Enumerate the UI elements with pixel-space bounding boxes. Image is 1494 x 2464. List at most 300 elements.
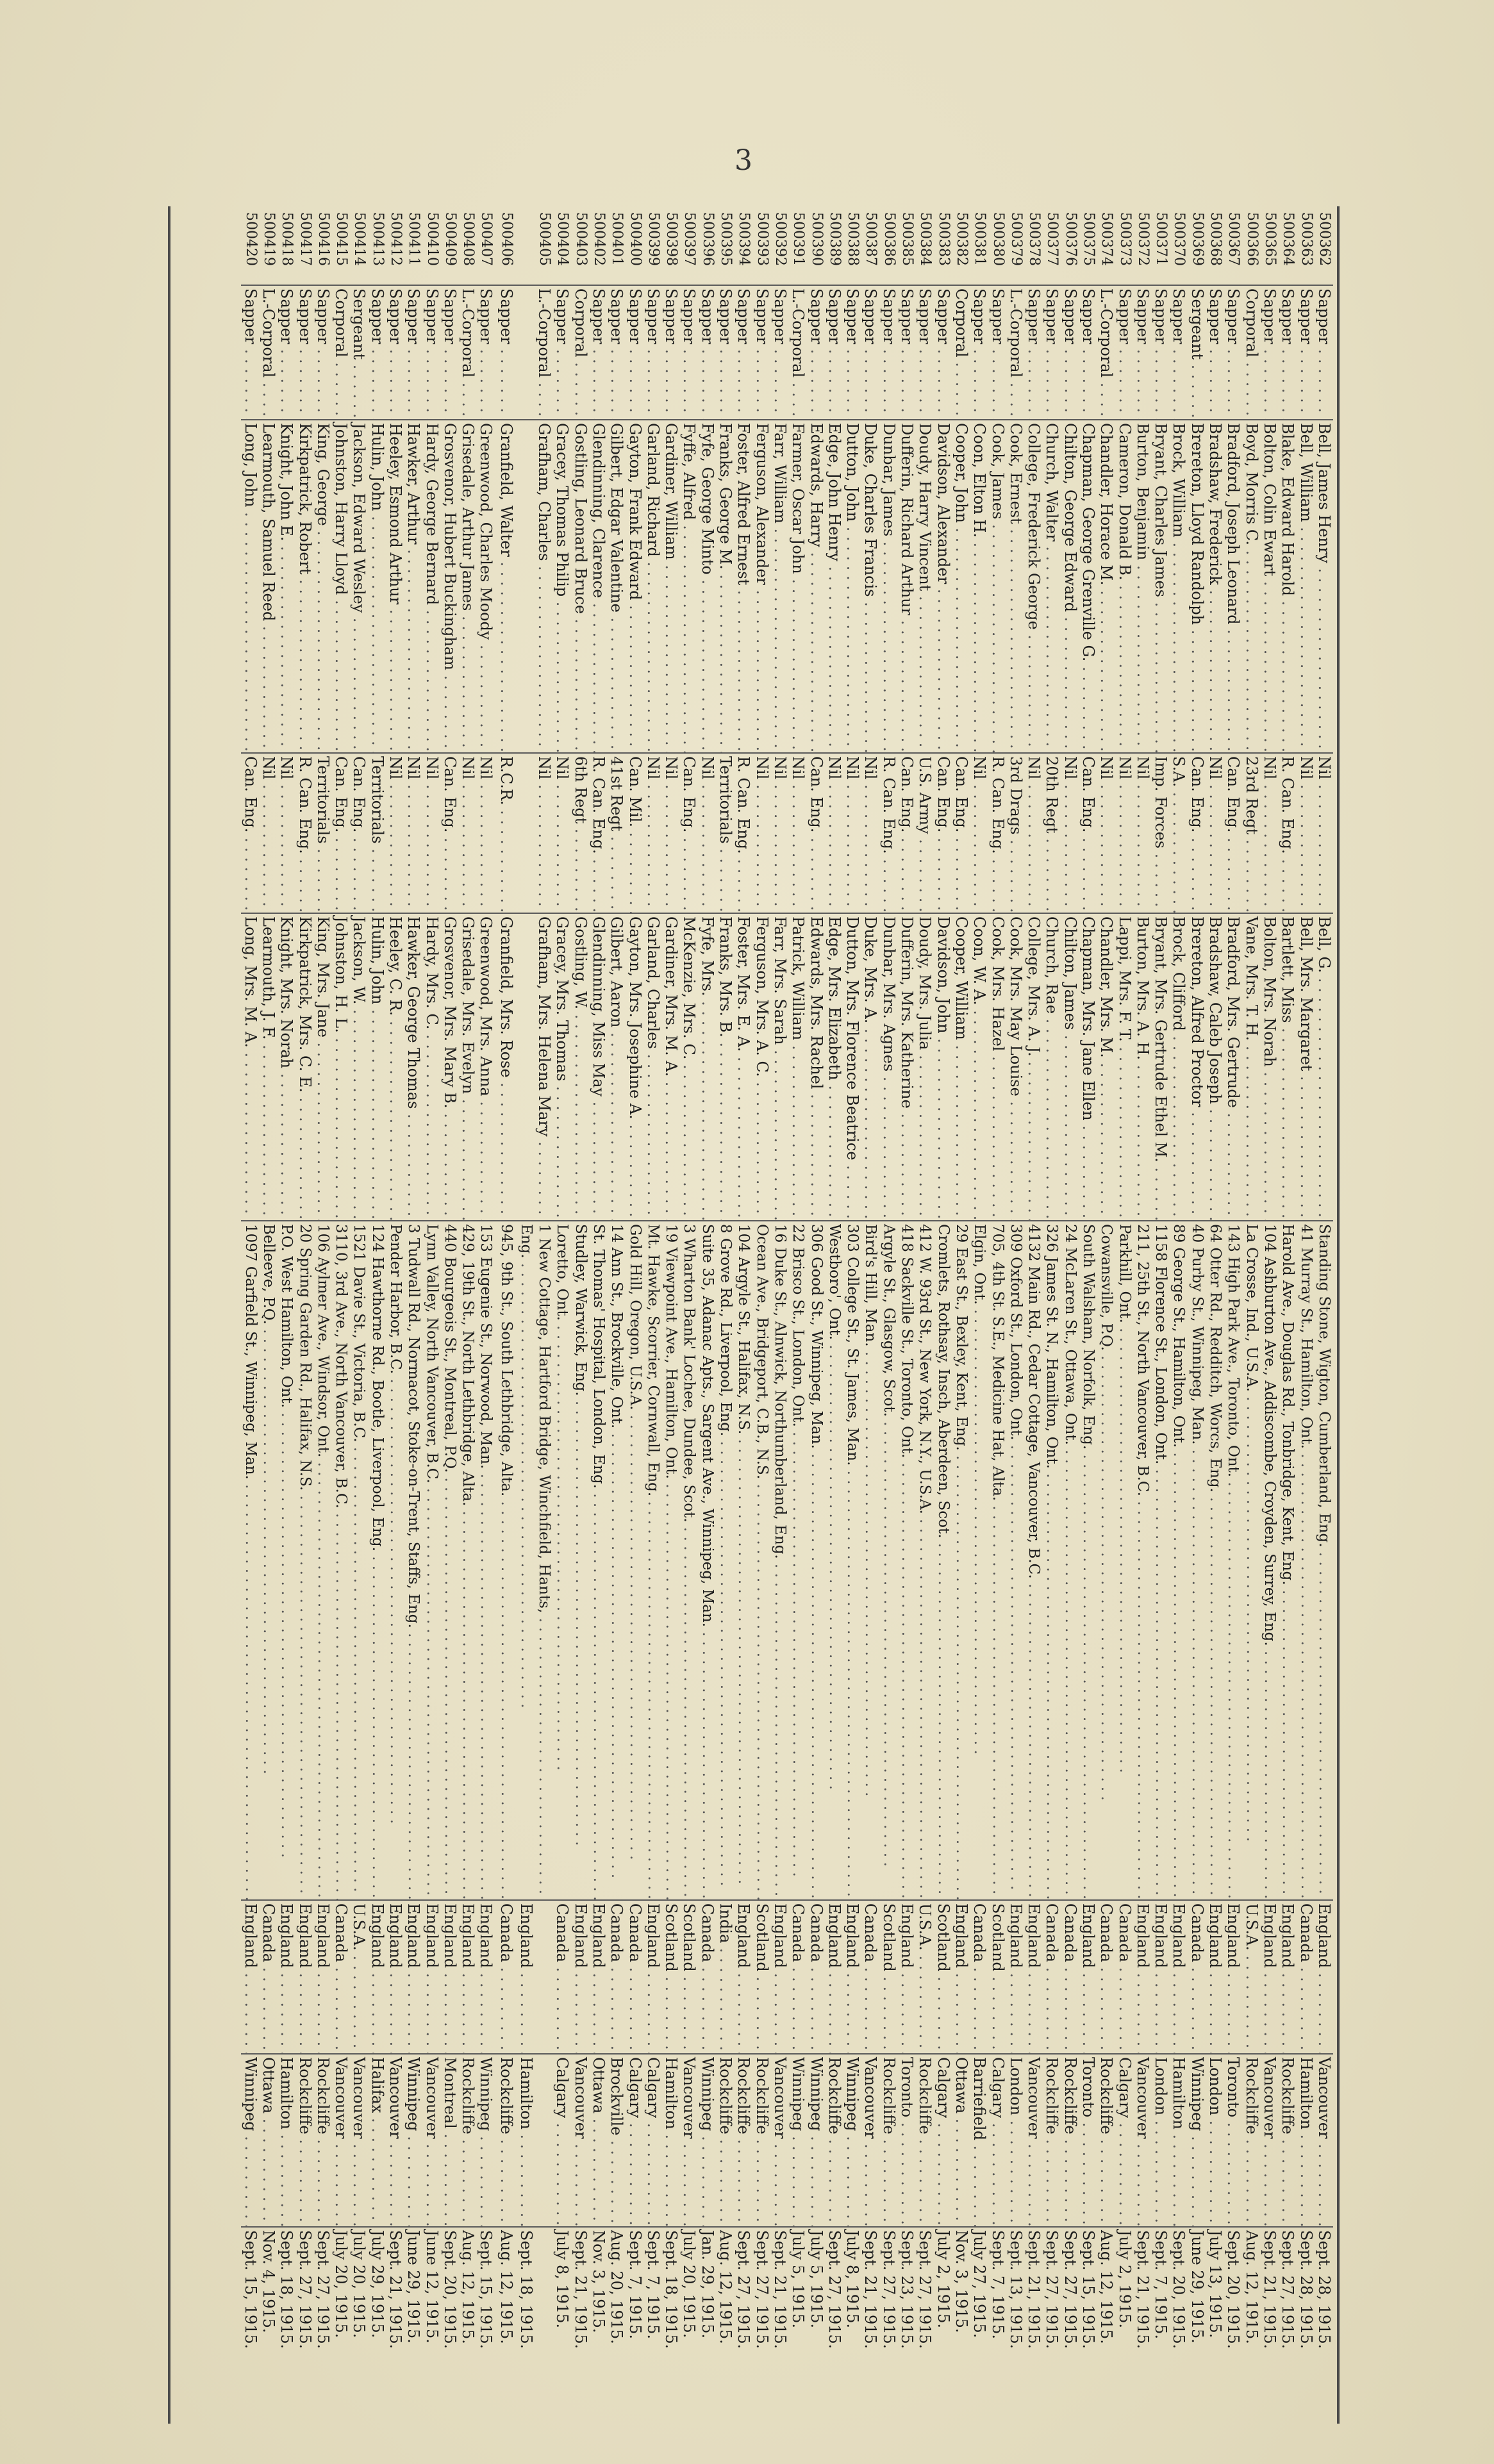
former-corps-cell bbox=[1097, 753, 1115, 913]
next-of-kin-cell bbox=[404, 913, 422, 1221]
birth-country: Scotland . . . bbox=[880, 1903, 898, 2054]
rank-cell bbox=[314, 285, 332, 420]
next-of-kin-cell bbox=[386, 913, 404, 1221]
former-corps-cell bbox=[241, 753, 259, 913]
next-of-kin: Cook, Mrs. Hazel . . . bbox=[989, 916, 1007, 1221]
date-taken-on-strength: July 8, 1915. bbox=[843, 2230, 862, 2329]
former-corps: Nil . . . bbox=[1061, 756, 1079, 913]
soldier-name-cell bbox=[662, 420, 680, 753]
kin-address: Suite 35, Adanac Apts., Sargent Ave., Winnipeg, Man. . . . bbox=[699, 1224, 716, 1900]
birth-country-cell bbox=[1007, 1900, 1025, 2054]
soldier-name: Blake, Edward Harold . . . bbox=[1279, 423, 1297, 753]
former-corps-cell bbox=[278, 753, 295, 913]
date-taken-on-strength: Sept. 21, 1915. bbox=[861, 2230, 880, 2349]
next-of-kin: Greenwood, Mrs. Anna . . . bbox=[477, 916, 495, 1221]
former-corps-cell bbox=[843, 753, 861, 913]
kin-address: 24 McLaren St., Ottawa, Ont. . . . bbox=[1062, 1224, 1079, 1895]
date-taken-on-strength: Aug. 12, 1915. bbox=[717, 2230, 735, 2344]
table-row bbox=[1170, 208, 1188, 2413]
table-row bbox=[350, 208, 368, 2413]
date-taken-on-strength-cell bbox=[861, 2227, 879, 2413]
soldier-name-cell bbox=[1224, 420, 1242, 753]
rank-cell bbox=[1007, 285, 1025, 420]
soldier-name: Grosvenor, Hubert Buckingham . . . bbox=[441, 423, 459, 753]
kin-address: 29 East St., Bexley, Kent, Eng. . . . bbox=[953, 1224, 970, 1900]
next-of-kin-cell bbox=[295, 913, 313, 1221]
kin-address: Standing Stone, Wigton, Cumberland, Eng. . . . bbox=[1316, 1224, 1332, 1900]
next-of-kin: Davidson, John . . . bbox=[934, 916, 952, 1221]
date-taken-on-strength-cell bbox=[386, 2227, 404, 2413]
date-taken-on-strength: Aug. 12, 1915. bbox=[1242, 2230, 1261, 2344]
place-taken-on-strength: Rockcliffe . . . bbox=[753, 2057, 771, 2227]
regimental-number: 500373 bbox=[1116, 212, 1133, 266]
soldier-name-cell bbox=[459, 420, 477, 753]
date-taken-on-strength: July 27, 1915. bbox=[970, 2230, 989, 2338]
date-taken-on-strength-cell bbox=[753, 2227, 771, 2413]
place-taken-on-strength-cell bbox=[717, 2054, 735, 2227]
date-taken-on-strength-cell bbox=[789, 2227, 807, 2413]
next-of-kin-cell bbox=[332, 913, 350, 1221]
table-row bbox=[1097, 208, 1115, 2413]
place-taken-on-strength: Rockcliffe . . . bbox=[735, 2057, 752, 2227]
soldier-name: Boyd, Morris C. . . . bbox=[1243, 423, 1261, 753]
kin-address-cell bbox=[1315, 1221, 1333, 1900]
soldier-name-cell bbox=[260, 420, 278, 753]
kin-address-cell bbox=[1188, 1221, 1206, 1900]
rank-cell bbox=[386, 285, 404, 420]
regimental-number: 500374 bbox=[1099, 212, 1115, 266]
former-corps-cell bbox=[1279, 753, 1297, 913]
former-corps: R. Can. Eng. . . . bbox=[1279, 756, 1297, 913]
kin-address-cell bbox=[1043, 1221, 1061, 1900]
next-of-kin: McKenzie, Mrs. C. . . . bbox=[680, 916, 698, 1221]
soldier-name-cell bbox=[1152, 420, 1170, 753]
regimental-number: 500382 bbox=[953, 212, 970, 266]
rank-cell bbox=[934, 285, 952, 420]
birth-country: England . . . bbox=[1315, 1903, 1333, 2054]
birth-country-cell bbox=[1224, 1900, 1242, 2054]
kin-address-cell bbox=[771, 1221, 789, 1900]
kin-address: 8 Grove Rd., Liverpool, Eng. . . . bbox=[717, 1224, 734, 1886]
next-of-kin-cell bbox=[843, 913, 861, 1221]
table-row bbox=[1224, 208, 1242, 2413]
regimental-number-cell bbox=[699, 208, 717, 285]
soldier-name-cell bbox=[880, 420, 898, 753]
regimental-number: 500398 bbox=[663, 212, 680, 266]
rank: Sapper . . . bbox=[699, 288, 717, 420]
regimental-number: 500379 bbox=[1008, 212, 1024, 266]
next-of-kin: Chandler, Mrs. M. . . . bbox=[1097, 916, 1115, 1221]
place-taken-on-strength-cell bbox=[590, 2054, 608, 2227]
date-taken-on-strength-cell bbox=[970, 2227, 988, 2413]
former-corps: Nil . . . bbox=[843, 756, 861, 913]
next-of-kin: Cook, Mrs. May Louise . . . bbox=[1007, 916, 1025, 1221]
former-corps-cell bbox=[572, 753, 590, 913]
next-of-kin: Bartlett, Miss . . . bbox=[1279, 916, 1297, 1221]
next-of-kin: Cooper, William . . . bbox=[952, 916, 970, 1221]
date-taken-on-strength-cell bbox=[916, 2227, 934, 2413]
soldier-name: Cook, Ernest . . . bbox=[1007, 423, 1025, 753]
place-taken-on-strength-cell bbox=[916, 2054, 934, 2227]
table-row bbox=[861, 208, 879, 2413]
rank-cell bbox=[1243, 285, 1261, 420]
former-corps: Nil . . . bbox=[699, 756, 717, 913]
birth-country-cell bbox=[1297, 1900, 1315, 2054]
next-of-kin: Gilbert, Aaron . . . bbox=[608, 916, 626, 1221]
next-of-kin: King, Mrs. Jane . . . bbox=[314, 916, 332, 1221]
place-taken-on-strength-cell bbox=[1025, 2054, 1043, 2227]
next-of-kin: Gardiner, Mrs. M. A. . . . bbox=[662, 916, 680, 1221]
regimental-number-cell bbox=[861, 208, 879, 285]
kin-address-cell bbox=[807, 1221, 825, 1900]
soldier-name-cell bbox=[422, 420, 440, 753]
birth-country-cell bbox=[1134, 1900, 1152, 2054]
next-of-kin: Doudy, Mrs. Julia . . . bbox=[916, 916, 934, 1221]
former-corps: 20th Regt . . . bbox=[1043, 756, 1061, 913]
table-row bbox=[1206, 208, 1224, 2413]
soldier-name-cell bbox=[680, 420, 698, 753]
kin-address: South Walsham, Norfolk, Eng. . . . bbox=[1080, 1224, 1097, 1899]
kin-address-cell bbox=[1279, 1221, 1297, 1900]
date-taken-on-strength-cell bbox=[807, 2227, 825, 2413]
former-corps: Nil . . . bbox=[644, 756, 662, 913]
table-row bbox=[553, 208, 571, 2413]
birth-country: England . . . bbox=[590, 1903, 608, 2054]
former-corps: Nil . . . bbox=[1097, 756, 1115, 913]
table-row bbox=[332, 208, 350, 2413]
former-corps: Nil . . . bbox=[789, 756, 807, 913]
regimental-number-cell bbox=[934, 208, 952, 285]
former-corps-cell bbox=[626, 753, 643, 913]
place-taken-on-strength: Rockcliffe . . . bbox=[296, 2057, 314, 2227]
kin-address: P.O. West Hamilton, Ont. . . . bbox=[278, 1224, 295, 1858]
birth-country-cell bbox=[1061, 1900, 1079, 2054]
rank-cell bbox=[861, 285, 879, 420]
regimental-number: 500363 bbox=[1298, 212, 1315, 266]
regimental-number: 500380 bbox=[990, 212, 1006, 266]
date-taken-on-strength-cell bbox=[477, 2227, 495, 2413]
rank: Sapper . . . bbox=[753, 288, 771, 420]
former-corps: Nil . . . bbox=[1261, 756, 1279, 913]
place-taken-on-strength-cell bbox=[241, 2054, 259, 2227]
soldier-name: Dutton, John . . . bbox=[843, 423, 861, 753]
place-taken-on-strength-cell bbox=[1224, 2054, 1242, 2227]
regimental-number-cell bbox=[1134, 208, 1152, 285]
former-corps: Nil . . . bbox=[535, 756, 553, 913]
former-corps-cell bbox=[1243, 753, 1261, 913]
place-taken-on-strength: Calgary . . . bbox=[934, 2057, 952, 2227]
soldier-name: Brereton, Lloyd Randolph . . . bbox=[1188, 423, 1206, 753]
birth-country-cell bbox=[477, 1900, 495, 2054]
regimental-number: 500419 bbox=[260, 212, 277, 266]
date-taken-on-strength: Sept. 27, 1915. bbox=[1043, 2230, 1061, 2349]
rank-cell bbox=[260, 285, 278, 420]
former-corps: Nil . . . bbox=[1134, 756, 1152, 913]
date-taken-on-strength-cell bbox=[1170, 2227, 1188, 2413]
place-taken-on-strength: Calgary . . . bbox=[626, 2057, 644, 2227]
regimental-number-cell bbox=[553, 208, 571, 285]
former-corps: Nil . . . bbox=[970, 756, 988, 913]
kin-address-cell bbox=[1224, 1221, 1242, 1900]
place-taken-on-strength-cell bbox=[789, 2054, 807, 2227]
rank: L.-Corporal . . . bbox=[459, 288, 477, 420]
date-taken-on-strength-cell bbox=[952, 2227, 970, 2413]
next-of-kin: Jackson, W. . . . bbox=[350, 916, 368, 1221]
table-row bbox=[934, 208, 952, 2413]
soldier-name-cell bbox=[1297, 420, 1315, 753]
soldier-name: Learmouth, Samuel Reed . . . bbox=[260, 423, 278, 753]
place-taken-on-strength-cell bbox=[535, 2054, 553, 2227]
regimental-number: 500377 bbox=[1044, 212, 1061, 266]
date-taken-on-strength-cell bbox=[1261, 2227, 1279, 2413]
kin-address-cell bbox=[626, 1221, 643, 1900]
table-row bbox=[916, 208, 934, 2413]
soldier-name-cell bbox=[535, 420, 553, 753]
regimental-number-cell bbox=[789, 208, 807, 285]
date-taken-on-strength-cell bbox=[898, 2227, 916, 2413]
kin-address-cell bbox=[680, 1221, 698, 1900]
regimental-number-cell bbox=[1170, 208, 1188, 285]
kin-address: Eng. . . . bbox=[518, 1224, 535, 1708]
regimental-number: 500364 bbox=[1280, 212, 1297, 266]
rank-cell bbox=[369, 285, 386, 420]
table-row bbox=[843, 208, 861, 2413]
former-corps: 6th Regt . . . bbox=[572, 756, 590, 913]
rank: L.-Corporal . . . bbox=[1097, 288, 1115, 420]
place-taken-on-strength: Halifax . . . bbox=[369, 2057, 386, 2227]
date-taken-on-strength-cell bbox=[1243, 2227, 1261, 2413]
place-taken-on-strength: Ottawa . . . bbox=[952, 2057, 970, 2227]
soldier-name: Gostling, Leonard Bruce . . . bbox=[572, 423, 590, 753]
place-taken-on-strength-cell bbox=[1043, 2054, 1061, 2227]
birth-country: Canada . . . bbox=[1188, 1903, 1206, 2054]
former-corps: Nil . . . bbox=[753, 756, 771, 913]
rank: Sapper . . . bbox=[1315, 288, 1333, 420]
regimental-number-cell bbox=[535, 208, 553, 285]
former-corps: Nil . . . bbox=[826, 756, 843, 913]
date-taken-on-strength: Sept. 18, 1915. bbox=[517, 2230, 535, 2349]
regimental-number: 500385 bbox=[899, 212, 916, 266]
place-taken-on-strength: Hamilton . . . bbox=[1297, 2057, 1315, 2227]
regimental-number: 500412 bbox=[388, 212, 404, 266]
roll-body bbox=[241, 208, 1333, 2413]
regimental-number-cell bbox=[970, 208, 988, 285]
place-taken-on-strength: Vancouver . . . bbox=[1315, 2057, 1333, 2227]
rank: Sapper . . . bbox=[861, 288, 879, 420]
birth-country-cell bbox=[386, 1900, 404, 2054]
date-taken-on-strength-cell bbox=[608, 2227, 626, 2413]
rank-cell bbox=[807, 285, 825, 420]
kin-address: 22 Brisco St., London, Ont. . . . bbox=[790, 1224, 806, 1877]
birth-country: Canada . . . bbox=[626, 1903, 644, 2054]
rank: Corporal . . . bbox=[1243, 288, 1261, 420]
birth-country: England . . . bbox=[386, 1903, 404, 2054]
rank: Sapper . . . bbox=[1134, 288, 1152, 420]
former-corps-cell bbox=[880, 753, 898, 913]
date-taken-on-strength-cell bbox=[1188, 2227, 1206, 2413]
next-of-kin-cell bbox=[1170, 913, 1188, 1221]
former-corps-cell bbox=[517, 753, 535, 913]
birth-country-cell bbox=[988, 1900, 1006, 2054]
date-taken-on-strength-cell bbox=[934, 2227, 952, 2413]
former-corps: R. Can. Eng. . . . bbox=[296, 756, 314, 913]
place-taken-on-strength: Vancouver . . . bbox=[861, 2057, 879, 2227]
regimental-number: 500401 bbox=[609, 212, 626, 266]
birth-country-cell bbox=[1188, 1900, 1206, 2054]
place-taken-on-strength: Brockville . . . bbox=[608, 2057, 626, 2227]
regimental-number-cell bbox=[441, 208, 459, 285]
rank-cell bbox=[477, 285, 495, 420]
rank-cell bbox=[753, 285, 771, 420]
place-taken-on-strength: Vancouver . . . bbox=[1261, 2057, 1279, 2227]
kin-address-cell bbox=[386, 1221, 404, 1900]
rank-cell bbox=[789, 285, 807, 420]
rank: Sapper . . . bbox=[916, 288, 934, 420]
birth-country-cell bbox=[1043, 1900, 1061, 2054]
next-of-kin-cell bbox=[477, 913, 495, 1221]
former-corps-cell bbox=[898, 753, 916, 913]
regimental-number-cell bbox=[517, 208, 535, 285]
former-corps-cell bbox=[350, 753, 368, 913]
date-taken-on-strength-cell bbox=[880, 2227, 898, 2413]
kin-address-cell bbox=[1134, 1221, 1152, 1900]
kin-address-cell bbox=[644, 1221, 662, 1900]
birth-country: India . . . bbox=[717, 1903, 735, 2054]
table-row bbox=[988, 208, 1006, 2413]
soldier-name-cell bbox=[1170, 420, 1188, 753]
regimental-number: 500387 bbox=[863, 212, 879, 266]
place-taken-on-strength-cell bbox=[314, 2054, 332, 2227]
soldier-name-cell bbox=[590, 420, 608, 753]
table-row bbox=[495, 208, 517, 2413]
regimental-number: 500393 bbox=[754, 212, 770, 266]
place-taken-on-strength: Calgary . . . bbox=[989, 2057, 1007, 2227]
regimental-number: 500384 bbox=[917, 212, 934, 266]
rank: Sapper . . . bbox=[1116, 288, 1134, 420]
place-taken-on-strength-cell bbox=[495, 2054, 517, 2227]
next-of-kin-cell bbox=[970, 913, 988, 1221]
date-taken-on-strength: June 29, 1915. bbox=[404, 2230, 423, 2344]
soldier-name-cell bbox=[1115, 420, 1133, 753]
soldier-name: Chandler, Horace M. . . . bbox=[1097, 423, 1115, 753]
former-corps: Nil . . . bbox=[662, 756, 680, 913]
kin-address-cell bbox=[662, 1221, 680, 1900]
next-of-kin-cell bbox=[369, 913, 386, 1221]
date-taken-on-strength: Sept. 20, 1915. bbox=[1224, 2230, 1243, 2349]
place-taken-on-strength: Rockcliffe . . . bbox=[1243, 2057, 1261, 2227]
regimental-number-cell bbox=[1188, 208, 1206, 285]
former-corps: Nil . . . bbox=[861, 756, 879, 913]
regimental-number-cell bbox=[826, 208, 843, 285]
kin-address-cell bbox=[735, 1221, 752, 1900]
soldier-name-cell bbox=[1079, 420, 1097, 753]
date-taken-on-strength-cell bbox=[1007, 2227, 1025, 2413]
place-taken-on-strength-cell bbox=[1188, 2054, 1206, 2227]
rank: Sapper . . . bbox=[441, 288, 459, 420]
next-of-kin-cell bbox=[626, 913, 643, 1221]
rank-cell bbox=[535, 285, 553, 420]
date-taken-on-strength: Sept. 7, 1915. bbox=[626, 2230, 644, 2340]
regimental-number-cell bbox=[807, 208, 825, 285]
regimental-number-cell bbox=[1007, 208, 1025, 285]
birth-country: England . . . bbox=[423, 1903, 441, 2054]
next-of-kin-cell bbox=[590, 913, 608, 1221]
date-taken-on-strength: Nov. 4, 1915. bbox=[259, 2230, 278, 2333]
regimental-number-cell bbox=[386, 208, 404, 285]
regimental-number: 500376 bbox=[1062, 212, 1079, 266]
rank-cell bbox=[916, 285, 934, 420]
former-corps-cell bbox=[1025, 753, 1043, 913]
kin-address-cell bbox=[1206, 1221, 1224, 1900]
former-corps-cell bbox=[988, 753, 1006, 913]
next-of-kin-cell bbox=[1025, 913, 1043, 1221]
regimental-number-cell bbox=[1152, 208, 1170, 285]
birth-country: England . . . bbox=[242, 1903, 260, 2054]
kin-address: Gold Hill, Oregon, U.S.A. . . . bbox=[627, 1224, 643, 1860]
rank: Sapper . . . bbox=[1043, 288, 1061, 420]
birth-country: England . . . bbox=[898, 1903, 916, 2054]
kin-address: St. Thomas' Hospital, London, Eng. . . . bbox=[590, 1224, 607, 1900]
soldier-name: Glendinning, Clarence . . . bbox=[590, 423, 608, 753]
date-taken-on-strength: Sept. 27, 1915. bbox=[295, 2230, 314, 2349]
next-of-kin: Edge, Mrs. Elizabeth . . . bbox=[826, 916, 843, 1221]
rank-cell bbox=[590, 285, 608, 420]
regimental-number-cell bbox=[1224, 208, 1242, 285]
birth-country-cell bbox=[1315, 1900, 1333, 2054]
next-of-kin-cell bbox=[1206, 913, 1224, 1221]
birth-country-cell bbox=[369, 1900, 386, 2054]
soldier-name: Bell, William . . . bbox=[1297, 423, 1315, 753]
birth-country: England . . . bbox=[1079, 1903, 1097, 2054]
former-corps-cell bbox=[1297, 753, 1315, 913]
table-row bbox=[1315, 208, 1333, 2413]
rank: Sapper . . . bbox=[934, 288, 952, 420]
regimental-number-cell bbox=[898, 208, 916, 285]
place-taken-on-strength-cell bbox=[1297, 2054, 1315, 2227]
former-corps: 41st Regt . . . bbox=[608, 756, 626, 913]
table-row bbox=[1279, 208, 1297, 2413]
place-taken-on-strength: Ottawa . . . bbox=[260, 2057, 278, 2227]
birth-country-cell bbox=[626, 1900, 643, 2054]
soldier-name-cell bbox=[735, 420, 752, 753]
regimental-number-cell bbox=[260, 208, 278, 285]
soldier-name-cell bbox=[553, 420, 571, 753]
soldier-name-cell bbox=[295, 420, 313, 753]
table-row bbox=[295, 208, 313, 2413]
regimental-number-cell bbox=[350, 208, 368, 285]
place-taken-on-strength-cell bbox=[553, 2054, 571, 2227]
birth-country-cell bbox=[1279, 1900, 1297, 2054]
birth-country-cell bbox=[680, 1900, 698, 2054]
kin-address: 326 James St. N., Hamilton, Ont. . . . bbox=[1043, 1224, 1060, 1900]
former-corps-cell bbox=[1170, 753, 1188, 913]
former-corps-cell bbox=[1224, 753, 1242, 913]
table-row bbox=[1007, 208, 1025, 2413]
rank: Sapper . . . bbox=[1025, 288, 1043, 420]
soldier-name-cell bbox=[1315, 420, 1333, 753]
former-corps: Territorials . . . bbox=[314, 756, 332, 913]
former-corps-cell bbox=[590, 753, 608, 913]
rank: Sapper . . . bbox=[553, 288, 571, 420]
date-taken-on-strength-cell bbox=[422, 2227, 440, 2413]
date-taken-on-strength: Sept. 20, 1915. bbox=[1170, 2230, 1188, 2349]
kin-address: 945, 9th St., South Lethbridge, Alta. . . . bbox=[498, 1224, 515, 1900]
date-taken-on-strength-cell bbox=[988, 2227, 1006, 2413]
next-of-kin: Bell, Mrs. Margaret . . . bbox=[1297, 916, 1315, 1221]
regimental-number: 500416 bbox=[315, 212, 331, 266]
soldier-name: Church, Walter . . . bbox=[1043, 423, 1061, 753]
date-taken-on-strength-cell bbox=[680, 2227, 698, 2413]
